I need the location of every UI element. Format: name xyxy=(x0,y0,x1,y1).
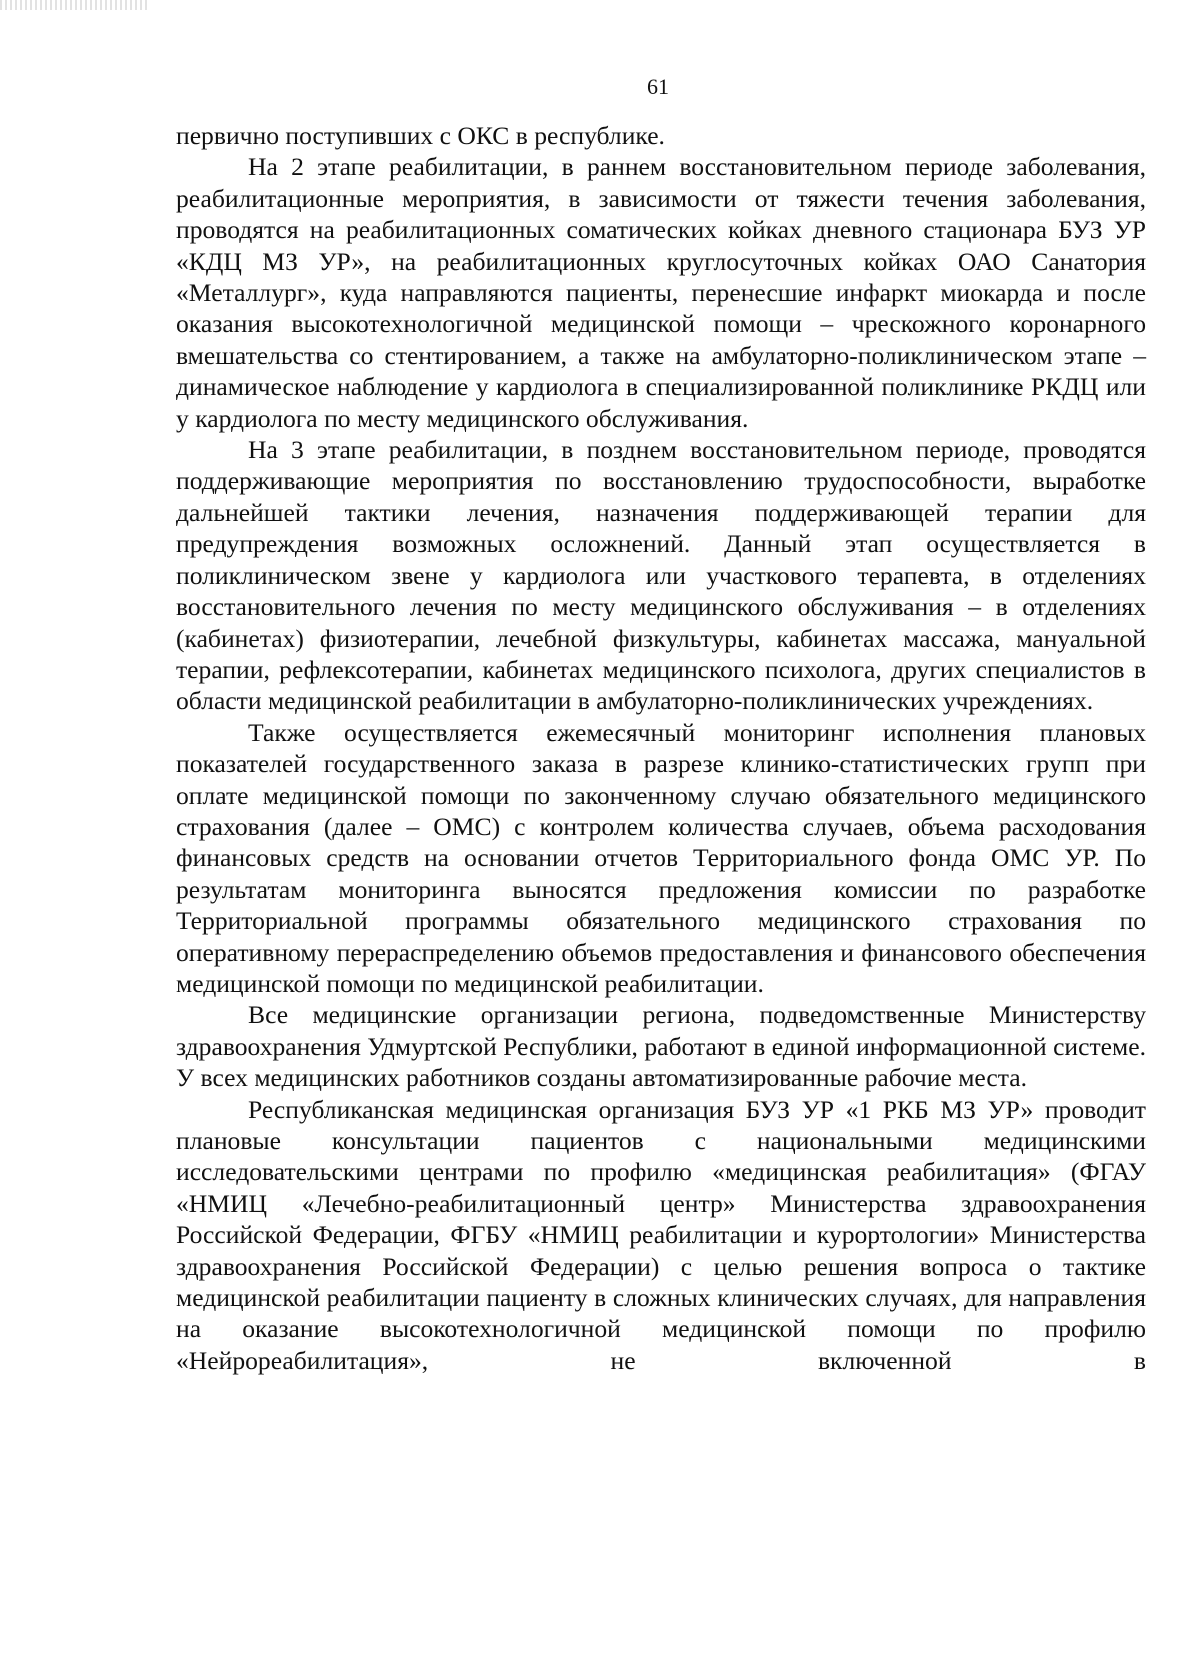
paragraph-monitoring: Также осуществляется ежемесячный мониторинг исполнения плановых показателей государственного заказа в разрезе клинико-статистических групп при оплате медицинской помощи по законченному случаю обязательного медицинского страхования (далее – ОМС) с контролем количества случаев, объема расходования финансовых средств на основании отчетов Территориального фонда ОМС УР. По результатам мониторинга выносятся предложения комиссии по разработке Территориальной программы обязательного медицинского страхования по оперативному перераспределению объемов предоставления и финансового обеспечения медицинской помощи по медицинской реабилитации. xyxy=(176,717,1146,998)
paragraph-information-system: Все медицинские организации региона, подведомственные Министерству здравоохранения Удмуртской Республики, работают в единой информационной системе. У всех медицинских работников созданы автоматизированные рабочие места. xyxy=(176,1000,1146,1093)
scan-edge-artifact xyxy=(0,0,150,10)
paragraph-stage-2-rehabilitation: На 2 этапе реабилитации, в раннем восстановительном периоде заболевания, реабилитационные мероприятия, в зависимости от тяжести течения заболевания, проводятся на реабилитационных соматических койках дневного стационара БУЗ УР «КДЦ МЗ УР», на реабилитационных круглосуточных койках ОАО Санатория «Металлург», куда направляются пациенты, перенесшие инфаркт миокарда и после оказания высокотехнологичной медицинской помощи – чрескожного коронарного вмешательства со стентированием, а также на амбулаторно-поликлиническом этапе – динамическое наблюдение у кардиолога в специализированной поликлинике РКДЦ или у кардиолога по месту медицинского обслуживания. xyxy=(176,152,1146,433)
paragraph-stage-3-rehabilitation: На 3 этапе реабилитации, в позднем восстановительном периоде, проводятся поддерживающие мероприятия по восстановлению трудоспособности, выработке дальнейшей тактики лечения, назначения поддерживающей терапии для предупреждения возможных осложнений. Данный этап осуществляется в поликлиническом звене у кардиолога или участкового терапевта, в отделениях восстановительного лечения по месту медицинского обслуживания – в отделениях (кабинетах) физиотерапии, лечебной физкультуры, кабинетах массажа, мануальной терапии, рефлексотерапии, кабинетах медицинского психолога, других специалистов в области медицинской реабилитации в амбулаторно-поликлинических учреждениях. xyxy=(176,435,1146,716)
paragraph-consultations: Республиканская медицинская организация БУЗ УР «1 РКБ МЗ УР» проводит плановые консультации пациентов с национальными медицинскими исследовательскими центрами по профилю «медицинская реабилитация» (ФГАУ «НМИЦ «Лечебно-реабилитационный центр» Министерства здравоохранения Российской Федерации, ФГБУ «НМИЦ реабилитации и курортологии» Министерства здравоохранения Российской Федерации) с целью решения вопроса о тактике медицинской реабилитации пациенту в сложных клинических случаях, для направления на оказание высокотехнологичной медицинской помощи по профилю «Нейрореабилитация», не включенной в xyxy=(176,1094,1146,1375)
page-number: 61 xyxy=(647,74,669,99)
document-body xyxy=(176,120,1146,1376)
paragraph-continuation: первично поступивших с ОКС в республике. xyxy=(176,121,665,150)
